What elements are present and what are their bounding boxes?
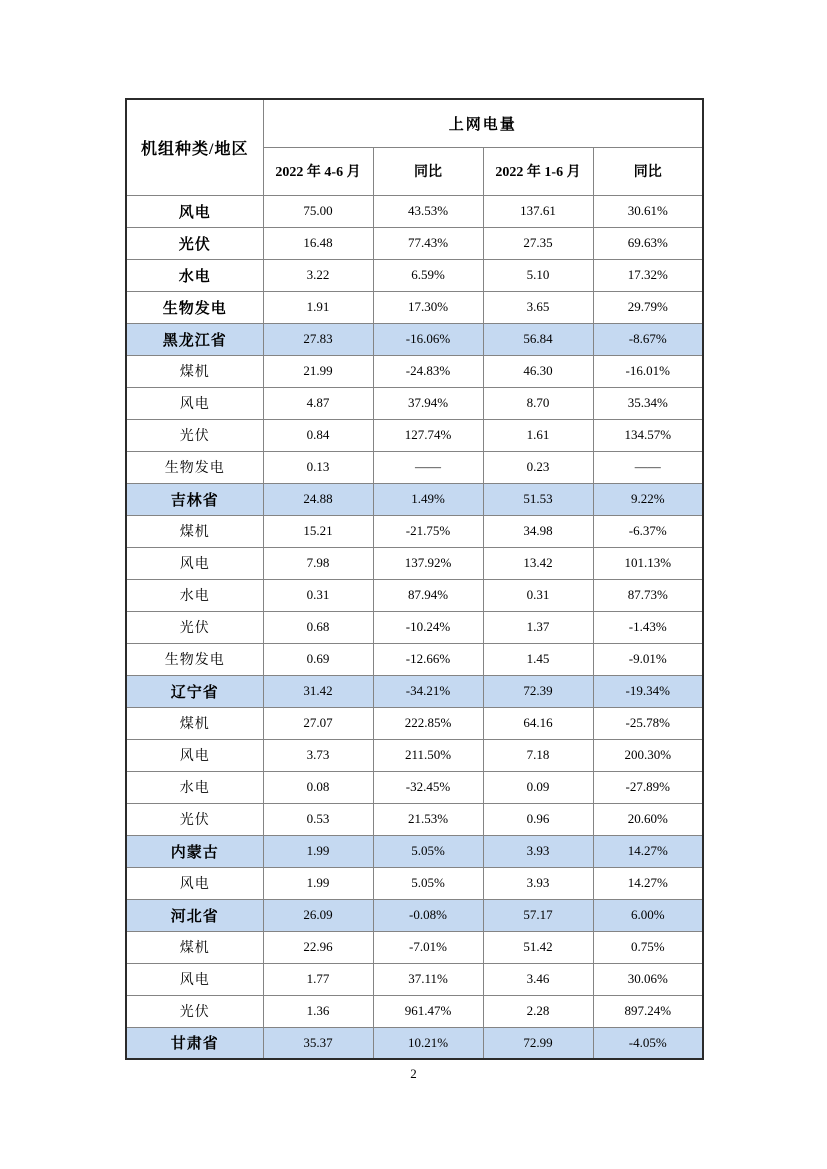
value-cell: -7.01% — [373, 931, 483, 963]
value-cell: -16.06% — [373, 323, 483, 355]
value-cell: 0.69 — [263, 643, 373, 675]
value-cell: -27.89% — [593, 771, 703, 803]
row-label-cell: 吉林省 — [126, 483, 263, 515]
value-cell: 27.07 — [263, 707, 373, 739]
value-cell: 21.53% — [373, 803, 483, 835]
value-cell: 1.37 — [483, 611, 593, 643]
table-row — [126, 963, 703, 995]
value-cell: 56.84 — [483, 323, 593, 355]
row-label-cell: 风电 — [126, 739, 263, 771]
value-cell: -12.66% — [373, 643, 483, 675]
column-header-q2-period: 2022 年 4-6 月 — [263, 147, 373, 195]
value-cell: 14.27% — [593, 867, 703, 899]
table-row — [126, 803, 703, 835]
value-cell: -9.01% — [593, 643, 703, 675]
value-cell: 77.43% — [373, 227, 483, 259]
value-cell: 897.24% — [593, 995, 703, 1027]
row-label-cell: 风电 — [126, 387, 263, 419]
row-label-cell: 光伏 — [126, 419, 263, 451]
row-label-cell: 甘肃省 — [126, 1027, 263, 1059]
value-cell: 37.11% — [373, 963, 483, 995]
row-label-cell: 煤机 — [126, 355, 263, 387]
grid-electricity-table — [125, 98, 704, 1060]
value-cell: 29.79% — [593, 291, 703, 323]
table-row — [126, 675, 703, 707]
value-cell: 3.46 — [483, 963, 593, 995]
row-label-cell: 黑龙江省 — [126, 323, 263, 355]
row-label-cell: 光伏 — [126, 995, 263, 1027]
row-label-cell: 内蒙古 — [126, 835, 263, 867]
value-cell: 961.47% — [373, 995, 483, 1027]
table-row — [126, 643, 703, 675]
value-cell: 75.00 — [263, 195, 373, 227]
row-label-cell: 光伏 — [126, 611, 263, 643]
value-cell: 37.94% — [373, 387, 483, 419]
value-cell: 4.87 — [263, 387, 373, 419]
row-label-cell: 煤机 — [126, 707, 263, 739]
value-cell: -8.67% — [593, 323, 703, 355]
value-cell: 21.99 — [263, 355, 373, 387]
value-cell: 22.96 — [263, 931, 373, 963]
value-cell: 200.30% — [593, 739, 703, 771]
row-label-cell: 风电 — [126, 195, 263, 227]
value-cell: -4.05% — [593, 1027, 703, 1059]
value-cell: -19.34% — [593, 675, 703, 707]
value-cell: 8.70 — [483, 387, 593, 419]
value-cell: 87.94% — [373, 579, 483, 611]
column-header-h1-yoy: 同比 — [593, 147, 703, 195]
value-cell: 1.61 — [483, 419, 593, 451]
value-cell: 46.30 — [483, 355, 593, 387]
value-cell: -24.83% — [373, 355, 483, 387]
table-row — [126, 323, 703, 355]
table-header — [126, 99, 703, 195]
value-cell: 1.36 — [263, 995, 373, 1027]
value-cell: —— — [593, 451, 703, 483]
value-cell: 14.27% — [593, 835, 703, 867]
value-cell: 0.96 — [483, 803, 593, 835]
value-cell: -25.78% — [593, 707, 703, 739]
column-header-h1-period: 2022 年 1-6 月 — [483, 147, 593, 195]
value-cell: -6.37% — [593, 515, 703, 547]
value-cell: 0.23 — [483, 451, 593, 483]
row-label-cell: 煤机 — [126, 515, 263, 547]
value-cell: 0.68 — [263, 611, 373, 643]
value-cell: -16.01% — [593, 355, 703, 387]
value-cell: 1.99 — [263, 835, 373, 867]
value-cell: -10.24% — [373, 611, 483, 643]
value-cell: -21.75% — [373, 515, 483, 547]
value-cell: 35.37 — [263, 1027, 373, 1059]
value-cell: 101.13% — [593, 547, 703, 579]
value-cell: —— — [373, 451, 483, 483]
table-row — [126, 355, 703, 387]
table-row — [126, 227, 703, 259]
table-row — [126, 611, 703, 643]
value-cell: 24.88 — [263, 483, 373, 515]
value-cell: 31.42 — [263, 675, 373, 707]
value-cell: 51.42 — [483, 931, 593, 963]
value-cell: 7.18 — [483, 739, 593, 771]
row-label-cell: 水电 — [126, 579, 263, 611]
value-cell: 17.32% — [593, 259, 703, 291]
row-label-cell: 水电 — [126, 259, 263, 291]
value-cell: 127.74% — [373, 419, 483, 451]
value-cell: -32.45% — [373, 771, 483, 803]
row-label-cell: 风电 — [126, 547, 263, 579]
row-label-cell: 水电 — [126, 771, 263, 803]
value-cell: 137.61 — [483, 195, 593, 227]
table-row — [126, 1027, 703, 1059]
value-cell: 0.09 — [483, 771, 593, 803]
corner-header-cell: 机组种类/地区 — [126, 99, 263, 195]
table-row — [126, 515, 703, 547]
value-cell: 5.10 — [483, 259, 593, 291]
value-cell: 0.31 — [263, 579, 373, 611]
table-header-row-group — [126, 99, 703, 147]
table-body — [126, 195, 703, 1059]
row-label-cell: 光伏 — [126, 227, 263, 259]
value-cell: 13.42 — [483, 547, 593, 579]
value-cell: 9.22% — [593, 483, 703, 515]
value-cell: 16.48 — [263, 227, 373, 259]
value-cell: -34.21% — [373, 675, 483, 707]
table-row — [126, 739, 703, 771]
value-cell: 1.91 — [263, 291, 373, 323]
value-cell: 72.39 — [483, 675, 593, 707]
value-cell: 5.05% — [373, 867, 483, 899]
value-cell: 72.99 — [483, 1027, 593, 1059]
value-cell: 222.85% — [373, 707, 483, 739]
value-cell: 26.09 — [263, 899, 373, 931]
value-cell: 3.65 — [483, 291, 593, 323]
row-label-cell: 生物发电 — [126, 451, 263, 483]
value-cell: 0.75% — [593, 931, 703, 963]
value-cell: 34.98 — [483, 515, 593, 547]
value-cell: 3.73 — [263, 739, 373, 771]
value-cell: 20.60% — [593, 803, 703, 835]
value-cell: 69.63% — [593, 227, 703, 259]
value-cell: 10.21% — [373, 1027, 483, 1059]
value-cell: 5.05% — [373, 835, 483, 867]
value-cell: 2.28 — [483, 995, 593, 1027]
table-row — [126, 707, 703, 739]
value-cell: 6.00% — [593, 899, 703, 931]
value-cell: 134.57% — [593, 419, 703, 451]
value-cell: 1.99 — [263, 867, 373, 899]
row-label-cell: 光伏 — [126, 803, 263, 835]
value-cell: 43.53% — [373, 195, 483, 227]
value-cell: 64.16 — [483, 707, 593, 739]
table-row — [126, 771, 703, 803]
table-row — [126, 547, 703, 579]
table-row — [126, 931, 703, 963]
row-label-cell: 生物发电 — [126, 291, 263, 323]
value-cell: 30.06% — [593, 963, 703, 995]
value-cell: 137.92% — [373, 547, 483, 579]
row-label-cell: 辽宁省 — [126, 675, 263, 707]
table-row — [126, 995, 703, 1027]
value-cell: 3.93 — [483, 835, 593, 867]
value-cell: 27.83 — [263, 323, 373, 355]
table-row — [126, 451, 703, 483]
value-cell: 1.49% — [373, 483, 483, 515]
group-header-cell: 上网电量 — [263, 99, 703, 147]
value-cell: 0.53 — [263, 803, 373, 835]
value-cell: 211.50% — [373, 739, 483, 771]
table-row — [126, 899, 703, 931]
value-cell: 0.08 — [263, 771, 373, 803]
value-cell: 51.53 — [483, 483, 593, 515]
value-cell: 0.31 — [483, 579, 593, 611]
value-cell: -1.43% — [593, 611, 703, 643]
row-label-cell: 风电 — [126, 963, 263, 995]
value-cell: 7.98 — [263, 547, 373, 579]
value-cell: 57.17 — [483, 899, 593, 931]
table-row — [126, 483, 703, 515]
value-cell: -0.08% — [373, 899, 483, 931]
value-cell: 1.77 — [263, 963, 373, 995]
table-row — [126, 387, 703, 419]
page-number: 2 — [410, 1066, 417, 1081]
value-cell: 87.73% — [593, 579, 703, 611]
row-label-cell: 河北省 — [126, 899, 263, 931]
table-row — [126, 195, 703, 227]
value-cell: 1.45 — [483, 643, 593, 675]
value-cell: 30.61% — [593, 195, 703, 227]
value-cell: 0.13 — [263, 451, 373, 483]
value-cell: 35.34% — [593, 387, 703, 419]
value-cell: 0.84 — [263, 419, 373, 451]
value-cell: 27.35 — [483, 227, 593, 259]
table-row — [126, 259, 703, 291]
value-cell: 17.30% — [373, 291, 483, 323]
table-row — [126, 835, 703, 867]
table-row — [126, 579, 703, 611]
row-label-cell: 风电 — [126, 867, 263, 899]
table-row — [126, 419, 703, 451]
table-row — [126, 291, 703, 323]
row-label-cell: 生物发电 — [126, 643, 263, 675]
value-cell: 3.22 — [263, 259, 373, 291]
table-row — [126, 867, 703, 899]
value-cell: 6.59% — [373, 259, 483, 291]
value-cell: 3.93 — [483, 867, 593, 899]
row-label-cell: 煤机 — [126, 931, 263, 963]
value-cell: 15.21 — [263, 515, 373, 547]
column-header-q2-yoy: 同比 — [373, 147, 483, 195]
